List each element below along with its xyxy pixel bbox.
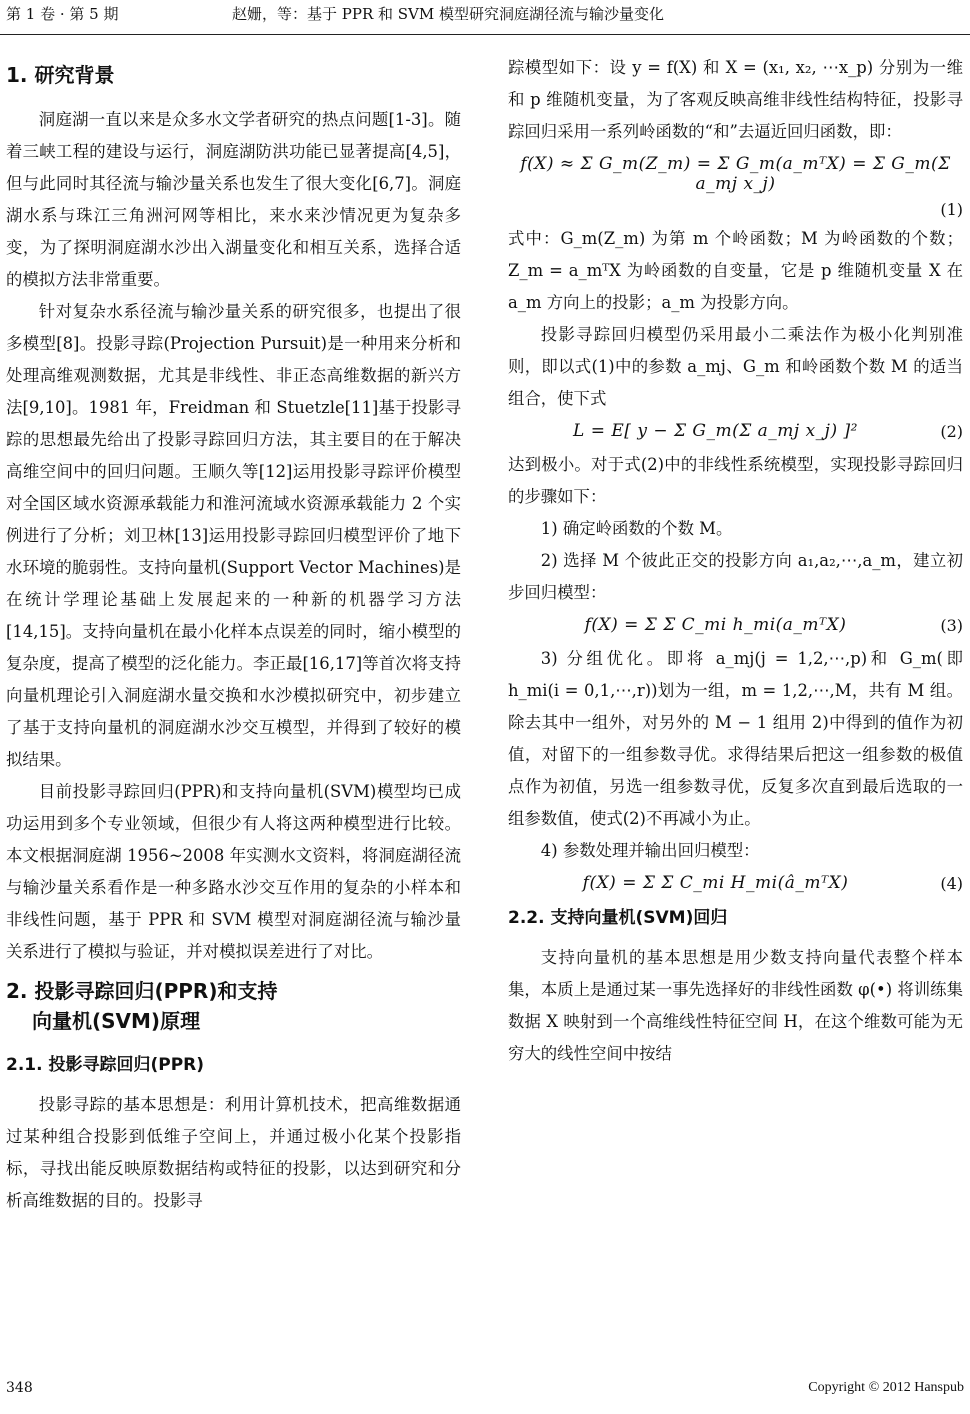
copyright: Copyright © 2012 Hanspub: [808, 1380, 964, 1395]
running-title: 赵姗，等：基于 PPR 和 SVM 模型研究洞庭湖径流与输沙量变化: [232, 5, 665, 23]
equation-3-number: (3): [940, 615, 963, 635]
paragraph-1: 洞庭湖一直以来是众多水文学者研究的热点问题[1-3]。随着三峡工程的建设与运行，洞庭湖防洪功能已显著提高[4,5]，但与此同时其径流与输沙量关系也发生了很大变化[6,7]。洞庭湖水系与珠江三角洲河网等相比，来水来沙情况更为复杂多变，为了探明洞庭湖水沙出入湖量变化和相互关系，选择合适的模拟方法非常重要。: [6, 110, 461, 289]
equation-4-body: f(X) = Σ Σ C_mi H_mi(â_mᵀX): [582, 873, 849, 893]
equation-1: [508, 154, 963, 194]
paragraph-5: 踪模型如下：设 y = f(X) 和 X = (x₁, x₂, ⋯x_p) 分别为一维和 p 维随机变量，为了客观反映高维非线性结构特征，投影寻踪回归采用一系列岭函数的“和”去逼近回归函数，即：: [508, 58, 963, 141]
equation-4: [508, 873, 963, 893]
paragraph-7: 投影寻踪回归模型仍采用最小二乘法作为极小化判别准则，即以式(1)中的参数 a_mj、G_m 和岭函数个数 M 的适当组合，使下式: [508, 325, 963, 408]
paragraph-9: 支持向量机的基本思想是用少数支持向量代表整个样本集，本质上是通过某一事先选择好的非线性函数 φ(•) 将训练集数据 X 映射到一个高维线性特征空间 H，在这个维数可能为无穷大的线性空间中按结: [508, 948, 963, 1063]
journal-volume: 第 1 卷 · 第 5 期: [6, 5, 119, 23]
equation-2: [508, 421, 963, 441]
equation-1-body: f(X) ≈ Σ G_m(Z_m) = Σ G_m(a_mᵀX) = Σ G_m(Σ a_mj x_j): [520, 154, 951, 194]
paragraph-4: 投影寻踪的基本思想是：利用计算机技术，把高维数据通过某种组合投影到低维子空间上，并通过极小化某个投影指标，寻找出能反映原数据结构或特征的投影，以达到研究和分析高维数据的目的。投影寻: [6, 1095, 461, 1210]
equation-4-number: (4): [940, 873, 963, 893]
subsection-2-1-title: 2.1. 投影寻踪回归(PPR): [6, 1055, 205, 1075]
equation-2-body: L = E[ y − Σ G_m(Σ a_mj x_j) ]²: [573, 421, 858, 441]
section-2-title-line-2: 向量机(SVM)原理: [32, 1009, 201, 1033]
subsection-2-2-title: 2.2. 支持向量机(SVM)回归: [508, 908, 728, 928]
paragraph-3: 目前投影寻踪回归(PPR)和支持向量机(SVM)模型均已成功运用到多个专业领域，但很少有人将这两种模型进行比较。本文根据洞庭湖 1956~2008 年实测水文资料，将洞庭湖径流与输沙量关系看作是一种多路水沙交互作用的复杂的小样本和非线性问题，基于 PPR 和 SVM 模型对洞庭湖径流与输沙量关系进行了模拟与验证，并对模拟误差进行了对比。: [6, 782, 461, 961]
paragraph-6: 式中：G_m(Z_m) 为第 m 个岭函数；M 为岭函数的个数；Z_m = a_mᵀX 为岭函数的自变量，它是 p 维随机变量 X 在 a_m 方向上的投影；a_m 为投影方向。: [508, 229, 963, 312]
left-column: [6, 52, 461, 1217]
step-2: 2) 选择 M 个彼此正交的投影方向 a₁,a₂,⋯,a_m，建立初步回归模型：: [508, 551, 963, 602]
paragraph-8: 达到极小。对于式(2)中的非线性系统模型，实现投影寻踪回归的步骤如下：: [508, 455, 963, 506]
section-2-title: [6, 976, 461, 1036]
equation-3-body: f(X) = Σ Σ C_mi h_mi(a_mᵀX): [584, 615, 847, 635]
running-head: [0, 0, 970, 35]
equation-1-number: (1): [940, 200, 963, 219]
step-1: 1) 确定岭函数的个数 M。: [540, 519, 733, 538]
page-number: 348: [6, 1380, 33, 1396]
right-column: [508, 52, 963, 1070]
page-footer: [0, 1368, 970, 1408]
section-2-title-line-1: 2. 投影寻踪回归(PPR)和支持: [6, 979, 278, 1003]
step-3: 3) 分组优化。即将 a_mj(j = 1,2,⋯,p)和 G_m(即 h_mi(i = 0,1,⋯,r))划为一组，m = 1,2,⋯,M，共有 M 组。除去其中一组外，对另外的 M − 1 组用 2)中得到的值作为初值，对留下的一组参数寻优。求得结果后把这一组参数的极值点作为初值，另选一组参数寻优，反复多次直到最后选取的一组参数值，使式(2)不再减小为止。: [508, 649, 963, 828]
equation-3: [508, 615, 963, 635]
paragraph-2: 针对复杂水系径流与输沙量关系的研究很多，也提出了很多模型[8]。投影寻踪(Projection Pursuit)是一种用来分析和处理高维观测数据，尤其是非线性、非正态高维数据的新兴方法[9,10]。1981 年，Freidman 和 Stuetzle[11]基于投影寻踪的思想最先给出了投影寻踪回归方法，其主要目的在于解决高维空间中的回归问题。王顺久等[12]运用投影寻踪评价模型对全国区域水资源承载能力和淮河流域水资源承载能力 2 个实例进行了分析；刘卫林[13]运用投影寻踪回归模型评价了地下水环境的脆弱性。支持向量机(Support Vector Machines)是在统计学理论基础上发展起来的一种新的机器学习方法[14,15]。支持向量机在最小化样本点误差的同时，缩小模型的复杂度，提高了模型的泛化能力。李正最[16,17]等首次将支持向量机理论引入洞庭湖水量交换和水沙模拟研究中，初步建立了基于支持向量机的洞庭湖水沙交互模型，并得到了较好的模拟结果。: [6, 302, 461, 769]
section-1-title: 1. 研究背景: [6, 63, 115, 87]
step-4: 4) 参数处理并输出回归模型：: [540, 841, 760, 860]
equation-2-number: (2): [940, 421, 963, 441]
